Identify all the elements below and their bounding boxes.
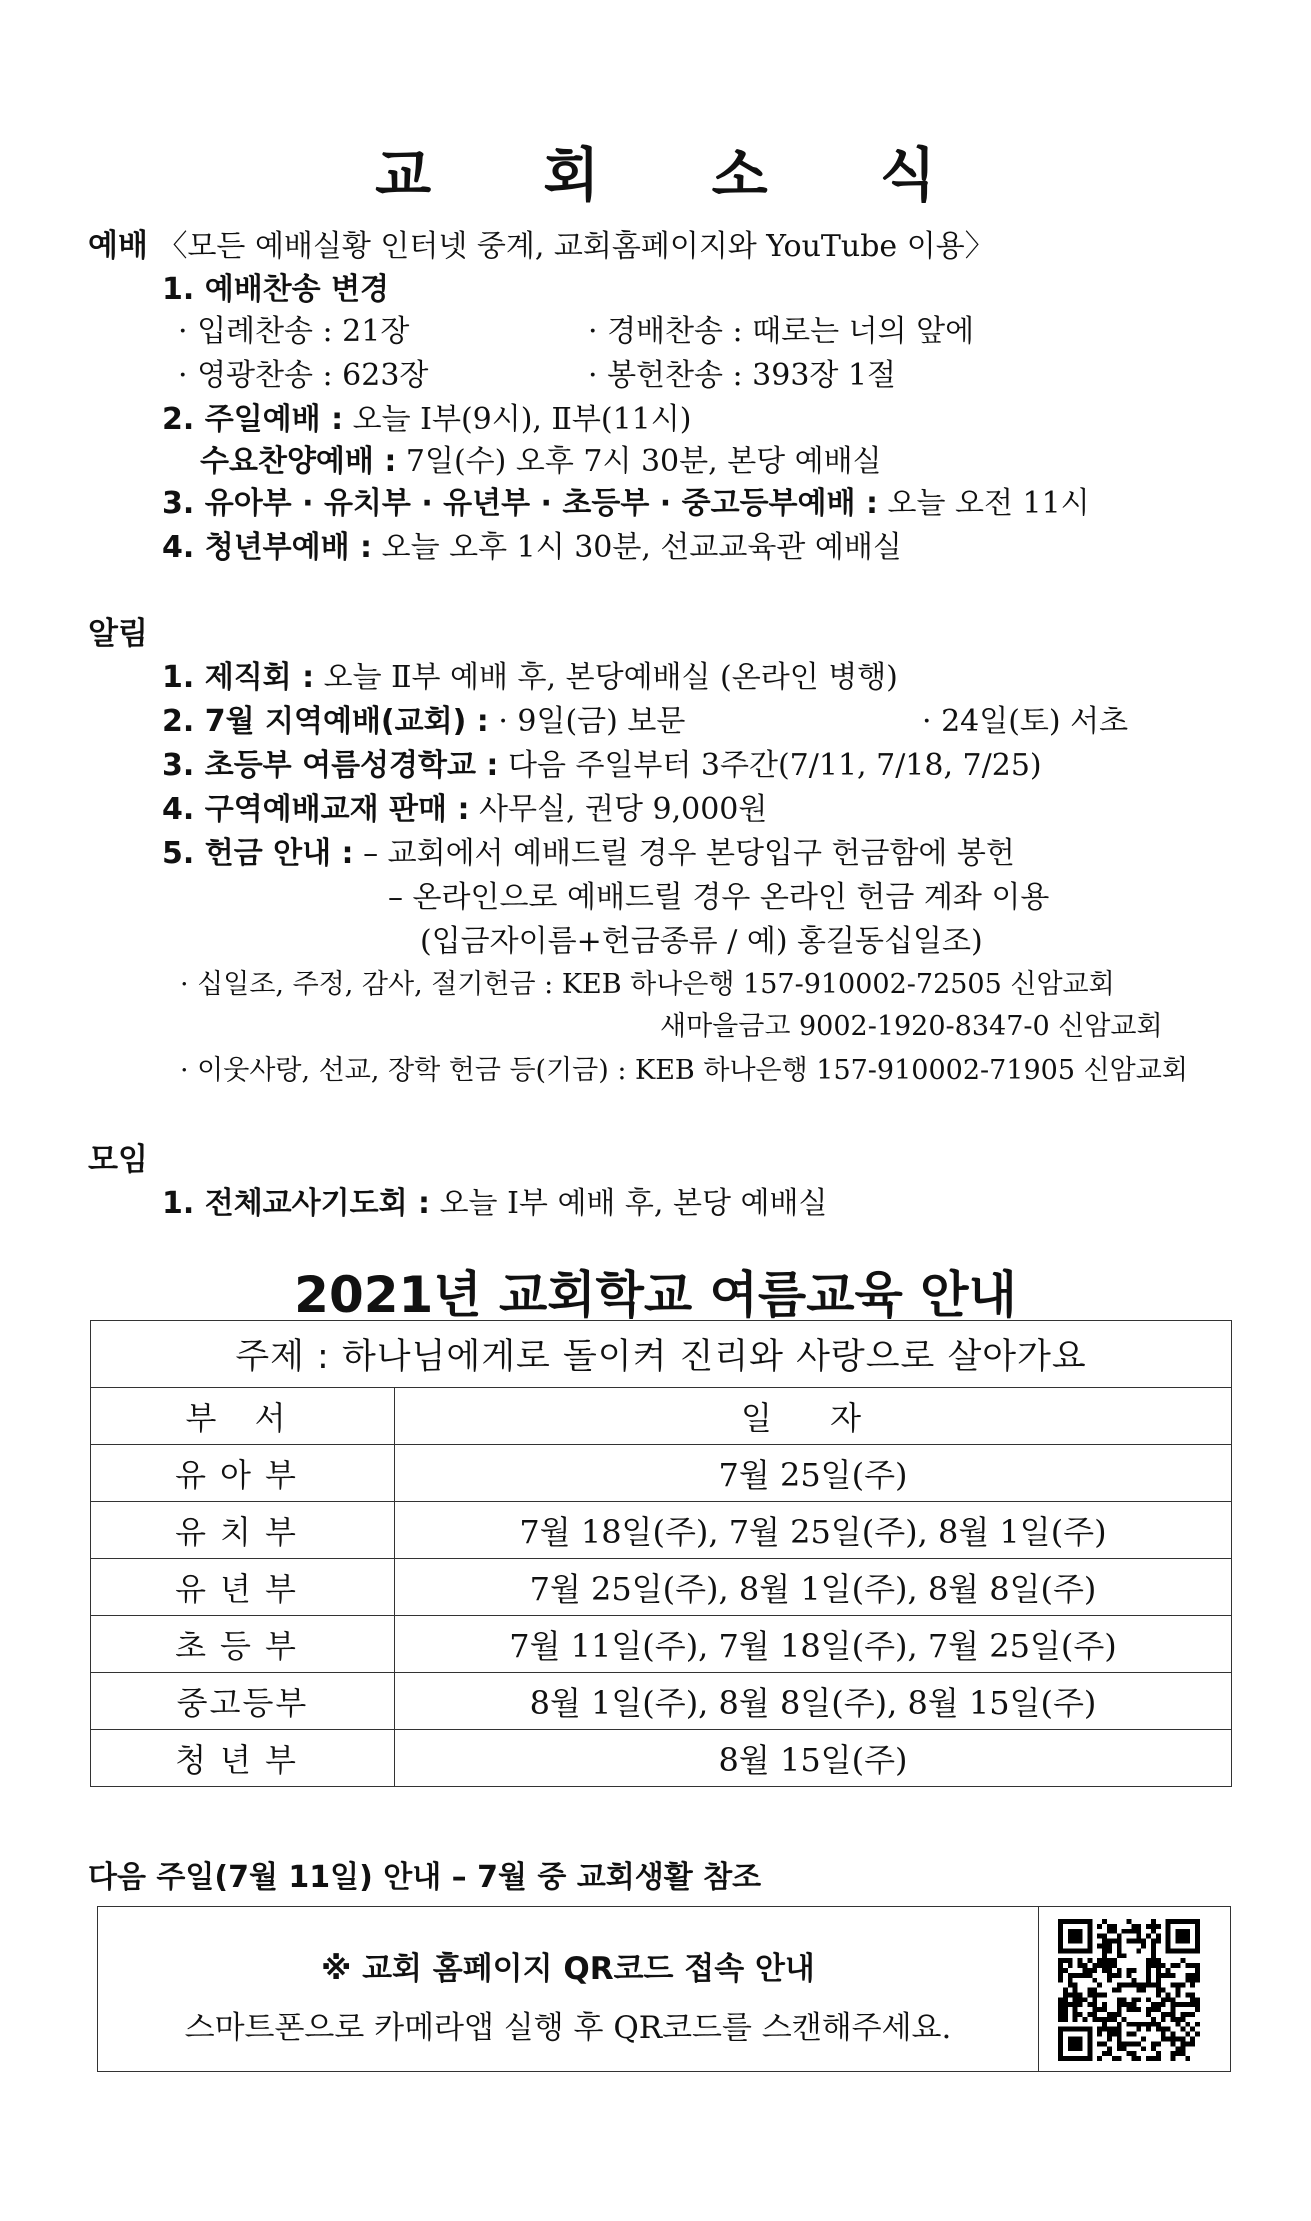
notices-header: 알림	[88, 616, 148, 652]
notice-1	[162, 652, 898, 696]
qr-info-text	[98, 1907, 1039, 2071]
worship-header-note: 〈모든 예배실황 인터넷 중계, 교회홈페이지와 YouTube 이용〉	[157, 229, 995, 264]
hymn-change-label: 1. 예배찬송 변경	[162, 272, 390, 307]
row-dept: 청년부	[91, 1730, 395, 1787]
school-worship	[162, 478, 1090, 522]
notice-4-label: 4. 구역예배교재 판매 :	[162, 792, 470, 827]
table-row	[91, 1445, 1232, 1502]
notice-3-label: 3. 초등부 여름성경학교 :	[162, 748, 499, 783]
hymn-offering: · 봉헌찬송 : 393장 1절	[588, 358, 897, 393]
notice-2-b: · 24일(토) 서초	[922, 704, 1129, 739]
meeting-1-text: 오늘 Ⅰ부 예배 후, 본당 예배실	[439, 1186, 828, 1221]
page-title: 교 회 소 식	[375, 141, 982, 209]
meeting-header: 모임	[88, 1142, 148, 1178]
worship-header: 예배	[88, 228, 148, 264]
notice-1-label: 1. 제직회 :	[162, 660, 315, 695]
school-worship-text: 오늘 오전 11시	[887, 486, 1090, 521]
hymn-worship: · 경배찬송 : 때로는 너의 앞에	[588, 314, 975, 349]
row-date: 8월 1일(주), 8월 8일(주), 8월 15일(주)	[395, 1673, 1232, 1730]
account-tithe: · 십일조, 주정, 감사, 절기헌금 : KEB 하나은행 157-910002-72505 신암교회	[180, 969, 1115, 1000]
row-dept: 유치부	[91, 1502, 395, 1559]
row-dept: 유년부	[91, 1559, 395, 1616]
row-date: 8월 15일(주)	[395, 1730, 1232, 1787]
row-date: 7월 18일(주), 7월 25일(주), 8월 1일(주)	[395, 1502, 1232, 1559]
qr-info-title: ※ 교회 홈페이지 QR코드 접속 안내	[321, 1951, 815, 1987]
notice-5-a: – 교회에서 예배드릴 경우 본당입구 헌금함에 봉헌	[363, 836, 1015, 871]
notice-5-label: 5. 헌금 안내 :	[162, 836, 354, 871]
table-row	[91, 1616, 1232, 1673]
notice-2	[162, 696, 685, 740]
notice-2-a: · 9일(금) 보문	[498, 704, 686, 739]
notice-1-text: 오늘 Ⅱ부 예배 후, 본당예배실 (온라인 병행)	[323, 660, 898, 695]
notice-5	[162, 828, 1015, 872]
notice-2-label: 2. 7월 지역예배(교회) :	[162, 704, 489, 739]
col-header-dept: 부 서	[91, 1388, 395, 1445]
school-worship-label: 3. 유아부 · 유치부 · 유년부 · 초등부 · 중고등부예배 :	[162, 486, 878, 521]
sunday-worship-label: 2. 주일예배 :	[162, 402, 344, 437]
worship-section	[88, 220, 995, 265]
row-date: 7월 25일(주), 8월 1일(주), 8월 8일(주)	[395, 1559, 1232, 1616]
notice-4	[162, 784, 767, 828]
table-row	[91, 1559, 1232, 1616]
youth-worship-label: 4. 청년부예배 :	[162, 530, 373, 565]
summer-schedule-table	[90, 1320, 1232, 1787]
table-row	[91, 1730, 1232, 1787]
notice-5-b: – 온라인으로 예배드릴 경우 온라인 헌금 계좌 이용	[388, 880, 1050, 915]
summer-theme: 주제 : 하나님에게로 돌이켜 진리와 사랑으로 살아가요	[91, 1321, 1232, 1388]
table-row	[91, 1502, 1232, 1559]
meeting-1-label: 1. 전체교사기도회 :	[162, 1186, 431, 1221]
youth-worship-text: 오늘 오후 1시 30분, 선교교육관 예배실	[381, 530, 902, 565]
qr-info-instruction: 스마트폰으로 카메라앱 실행 후 QR코드를 스캔해주세요.	[184, 2010, 952, 2046]
row-dept: 초등부	[91, 1616, 395, 1673]
row-date: 7월 11일(주), 7월 18일(주), 7월 25일(주)	[395, 1616, 1232, 1673]
qr-code-icon[interactable]	[1058, 1919, 1200, 2061]
row-dept: 중고등부	[91, 1673, 395, 1730]
account-saemaul: 새마을금고 9002-1920-8347-0 신암교회	[660, 1011, 1163, 1042]
notice-3-text: 다음 주일부터 3주간(7/11, 7/18, 7/25)	[507, 748, 1042, 783]
summer-heading: 2021년 교회학교 여름교육 안내	[294, 1266, 1017, 1324]
account-fund: · 이웃사랑, 선교, 장학 헌금 등(기금) : KEB 하나은행 157-910002-71905 신암교회	[180, 1055, 1188, 1086]
table-row	[91, 1673, 1232, 1730]
hymn-entrance: · 입례찬송 : 21장	[178, 314, 410, 349]
notice-5-c: (입금자이름+헌금종류 / 예) 홍길동십일조)	[420, 924, 983, 959]
col-header-date: 일 자	[395, 1388, 1232, 1445]
wednesday-worship-label: 수요찬양예배 :	[200, 444, 397, 479]
sunday-worship-text: 오늘 Ⅰ부(9시), Ⅱ부(11시)	[352, 402, 692, 437]
wednesday-worship-text: 7일(수) 오후 7시 30분, 본당 예배실	[405, 444, 882, 479]
next-sunday-notice: 다음 주일(7월 11일) 안내 – 7월 중 교회생활 참조	[88, 1860, 762, 1895]
notice-3	[162, 740, 1042, 784]
sunday-worship	[162, 394, 691, 438]
row-dept: 유아부	[91, 1445, 395, 1502]
row-date: 7월 25일(주)	[395, 1445, 1232, 1502]
youth-worship	[162, 522, 902, 566]
wednesday-worship	[200, 436, 882, 480]
hymn-glory: · 영광찬송 : 623장	[178, 358, 429, 393]
notice-4-text: 사무실, 권당 9,000원	[479, 792, 768, 827]
meeting-1	[162, 1178, 827, 1222]
qr-info-box	[97, 1906, 1231, 2072]
